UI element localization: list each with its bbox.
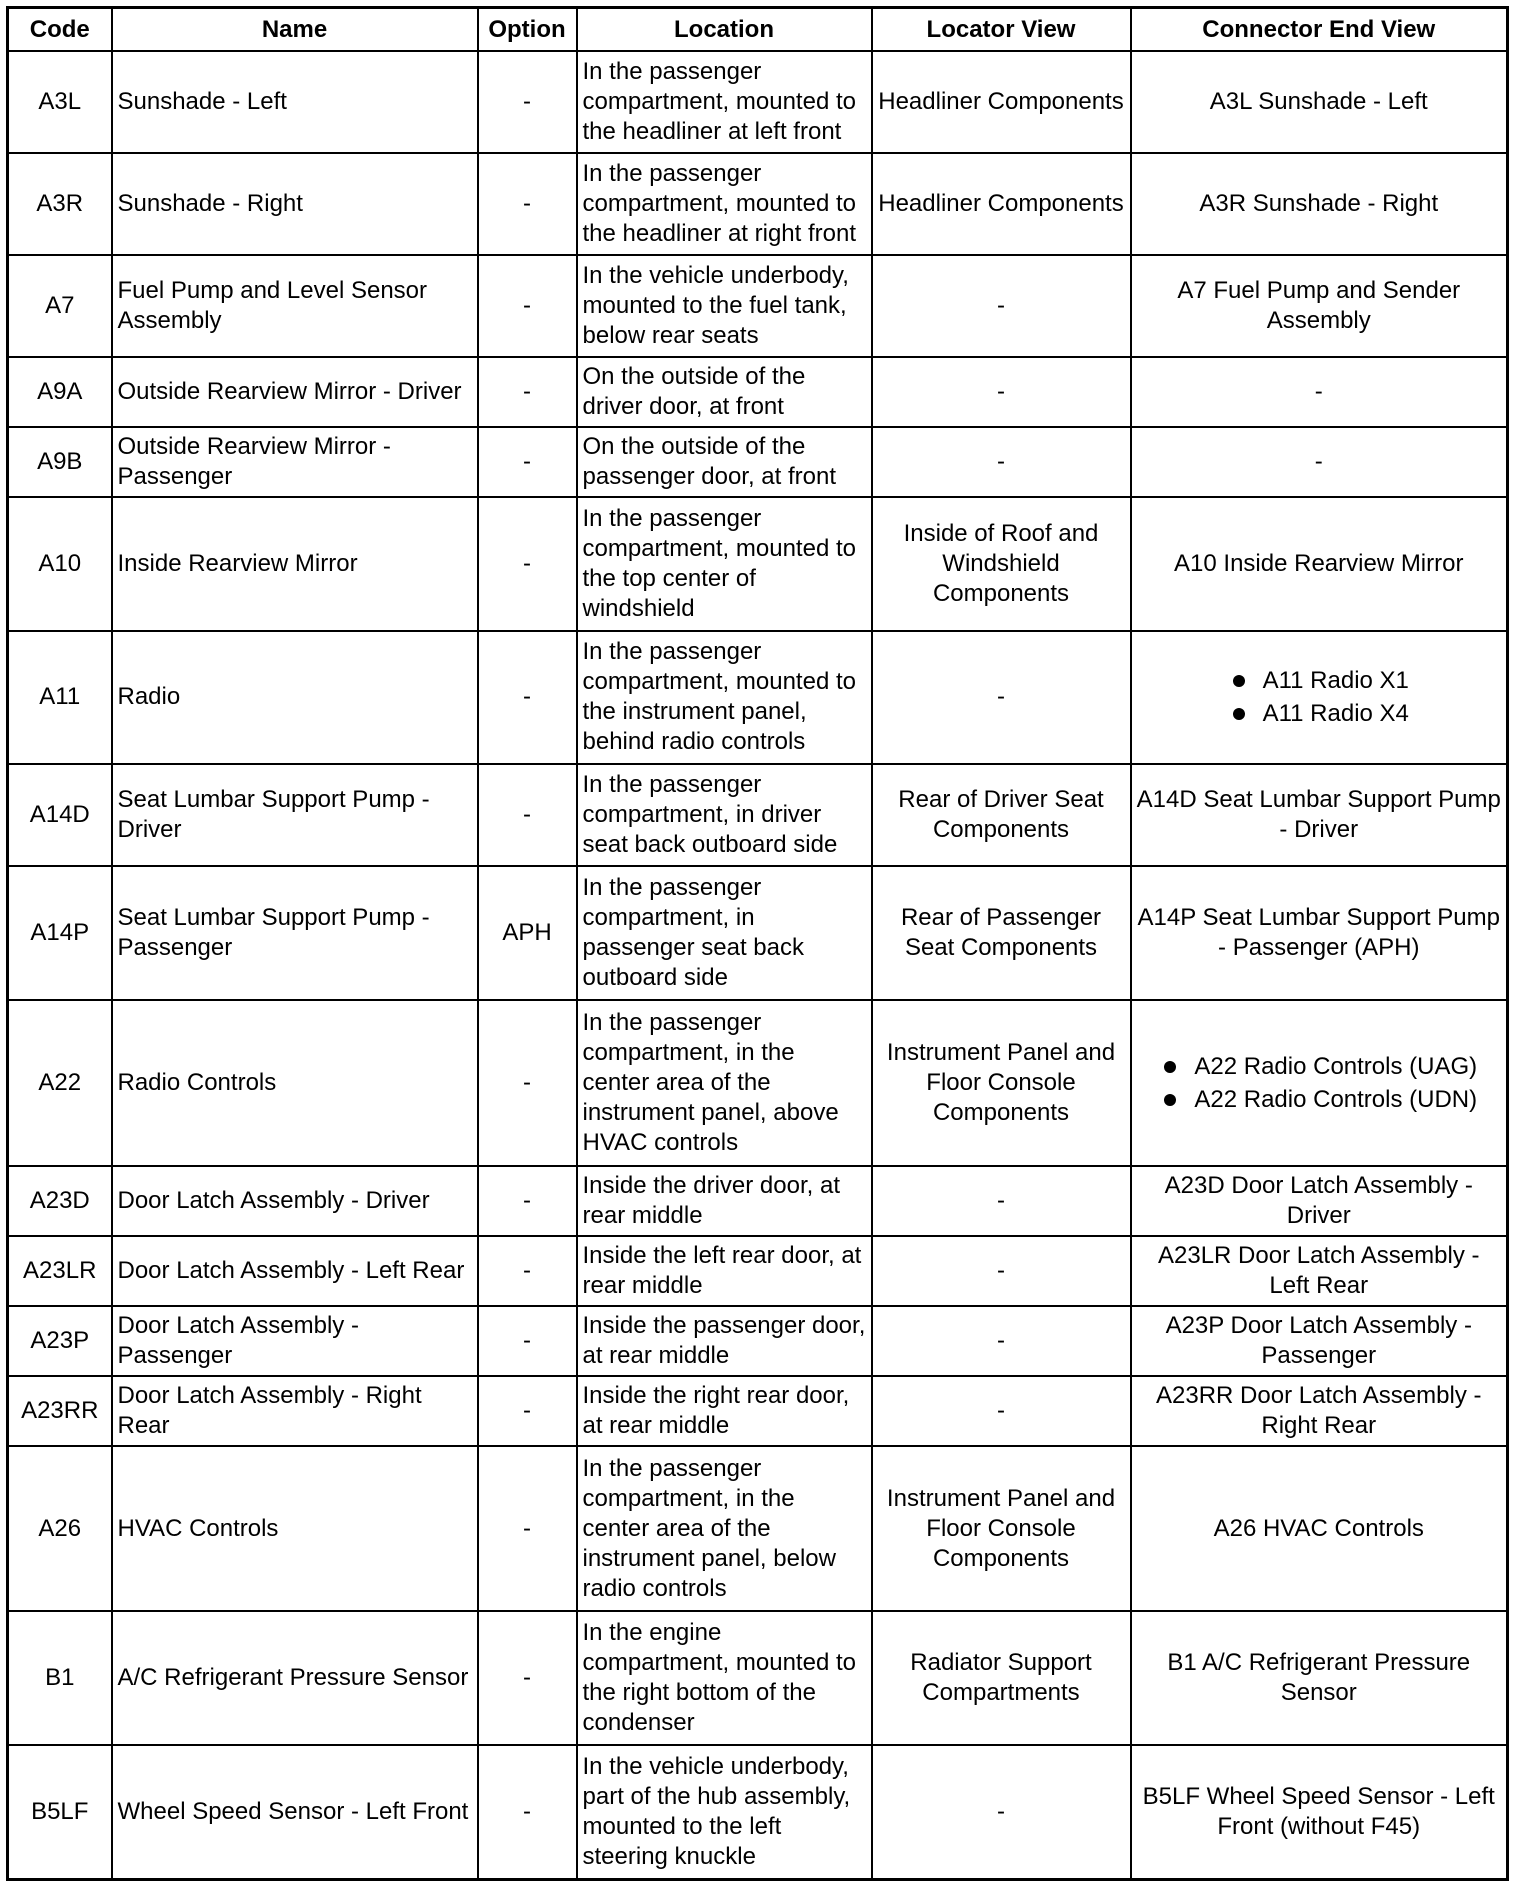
- cell-locator-view: -: [872, 1236, 1131, 1306]
- cell-option: -: [478, 427, 577, 497]
- cell-connector-end-view: [1131, 427, 1508, 497]
- cell-option: -: [478, 1166, 577, 1236]
- cell-location: Inside the driver door, at rear middle: [577, 1166, 872, 1236]
- table-row: [8, 1446, 1508, 1612]
- cell-location: In the passenger compartment, mounted to the headliner at right front: [577, 153, 872, 255]
- cell-name: Sunshade - Left: [112, 51, 478, 153]
- cell-name: Door Latch Assembly - Driver: [112, 1166, 478, 1236]
- cell-locator-view: Inside of Roof and Windshield Components: [872, 497, 1131, 631]
- cell-location: In the passenger compartment, in the center area of the instrument panel, below radio controls: [577, 1446, 872, 1612]
- table-row: [8, 1306, 1508, 1376]
- table-row: [8, 357, 1508, 427]
- cell-location: In the vehicle underbody, part of the hub assembly, mounted to the left steering knuckle: [577, 1745, 872, 1879]
- cell-code: A14P: [8, 866, 112, 1000]
- cell-name: Radio Controls: [112, 1000, 478, 1166]
- cell-connector-end-view: [1131, 631, 1508, 765]
- cell-locator-view: -: [872, 1306, 1131, 1376]
- cell-option: -: [478, 1446, 577, 1612]
- cell-name: Radio: [112, 631, 478, 765]
- cell-option: -: [478, 1000, 577, 1166]
- cell-code: A9B: [8, 427, 112, 497]
- table-row: [8, 497, 1508, 631]
- connector-bullet-item: A11 Radio X4: [1229, 697, 1409, 730]
- connector-label: B5LF Wheel Speed Sensor - Left Front (without F45): [1142, 1783, 1495, 1841]
- table-body: [8, 51, 1508, 1880]
- cell-location: In the passenger compartment, mounted to the top center of windshield: [577, 497, 872, 631]
- header-name: Name: [112, 8, 478, 52]
- table-row: [8, 631, 1508, 765]
- cell-locator-view: -: [872, 427, 1131, 497]
- cell-code: A26: [8, 1446, 112, 1612]
- cell-connector-end-view: [1131, 866, 1508, 1000]
- component-locator-table: [6, 6, 1509, 1881]
- table-row: [8, 255, 1508, 357]
- cell-location: In the passenger compartment, in the center area of the instrument panel, above HVAC controls: [577, 1000, 872, 1166]
- connector-label: -: [1314, 447, 1323, 475]
- connector-label: -: [1314, 377, 1323, 405]
- cell-code: A3L: [8, 51, 112, 153]
- connector-bullet-item: A11 Radio X1: [1229, 664, 1409, 697]
- cell-locator-view: Rear of Passenger Seat Components: [872, 866, 1131, 1000]
- cell-option: -: [478, 255, 577, 357]
- cell-code: A14D: [8, 764, 112, 866]
- cell-option: -: [478, 1611, 577, 1745]
- cell-option: APH: [478, 866, 577, 1000]
- cell-code: B1: [8, 1611, 112, 1745]
- cell-name: Fuel Pump and Level Sensor Assembly: [112, 255, 478, 357]
- connector-bullet-item: A22 Radio Controls (UAG): [1160, 1050, 1477, 1083]
- connector-bullet-list: [1229, 664, 1409, 730]
- cell-code: A10: [8, 497, 112, 631]
- cell-code: A9A: [8, 357, 112, 427]
- connector-label: A23RR Door Latch Assembly - Right Rear: [1156, 1381, 1482, 1439]
- connector-label: A3L Sunshade - Left: [1209, 87, 1428, 115]
- table-row: [8, 1166, 1508, 1236]
- cell-code: A23P: [8, 1306, 112, 1376]
- connector-label: A3R Sunshade - Right: [1199, 189, 1439, 217]
- table-row: [8, 427, 1508, 497]
- cell-option: -: [478, 153, 577, 255]
- table-row: [8, 1745, 1508, 1879]
- cell-location: On the outside of the passenger door, at front: [577, 427, 872, 497]
- cell-option: -: [478, 357, 577, 427]
- connector-label: A7 Fuel Pump and Sender Assembly: [1177, 276, 1461, 334]
- cell-name: Wheel Speed Sensor - Left Front: [112, 1745, 478, 1879]
- connector-bullet-item: A22 Radio Controls (UDN): [1160, 1083, 1477, 1116]
- cell-name: Seat Lumbar Support Pump - Passenger: [112, 866, 478, 1000]
- cell-code: A23D: [8, 1166, 112, 1236]
- cell-name: Outside Rearview Mirror - Passenger: [112, 427, 478, 497]
- cell-connector-end-view: [1131, 51, 1508, 153]
- cell-connector-end-view: [1131, 1446, 1508, 1612]
- table-row: [8, 1000, 1508, 1166]
- header-row: [8, 8, 1508, 52]
- cell-connector-end-view: [1131, 1306, 1508, 1376]
- connector-label: A23P Door Latch Assembly - Passenger: [1165, 1311, 1472, 1369]
- cell-option: -: [478, 1236, 577, 1306]
- connector-label: A23LR Door Latch Assembly - Left Rear: [1158, 1241, 1480, 1299]
- header-locator-view: Locator View: [872, 8, 1131, 52]
- cell-name: Outside Rearview Mirror - Driver: [112, 357, 478, 427]
- cell-name: Door Latch Assembly - Left Rear: [112, 1236, 478, 1306]
- cell-locator-view: -: [872, 255, 1131, 357]
- cell-option: -: [478, 1745, 577, 1879]
- cell-connector-end-view: [1131, 255, 1508, 357]
- cell-connector-end-view: [1131, 1000, 1508, 1166]
- cell-option: -: [478, 631, 577, 765]
- cell-locator-view: Instrument Panel and Floor Console Components: [872, 1000, 1131, 1166]
- cell-connector-end-view: [1131, 1611, 1508, 1745]
- cell-location: In the passenger compartment, in driver seat back outboard side: [577, 764, 872, 866]
- cell-name: Door Latch Assembly - Passenger: [112, 1306, 478, 1376]
- connector-bullet-list: [1160, 1050, 1477, 1116]
- header-location: Location: [577, 8, 872, 52]
- cell-code: A3R: [8, 153, 112, 255]
- cell-code: A7: [8, 255, 112, 357]
- cell-locator-view: Headliner Components: [872, 51, 1131, 153]
- cell-code: B5LF: [8, 1745, 112, 1879]
- table-row: [8, 153, 1508, 255]
- cell-code: A22: [8, 1000, 112, 1166]
- table-row: [8, 1376, 1508, 1446]
- cell-location: In the passenger compartment, mounted to the headliner at left front: [577, 51, 872, 153]
- cell-connector-end-view: [1131, 1166, 1508, 1236]
- table-row: [8, 764, 1508, 866]
- cell-location: Inside the passenger door, at rear middle: [577, 1306, 872, 1376]
- cell-option: -: [478, 497, 577, 631]
- cell-name: Door Latch Assembly - Right Rear: [112, 1376, 478, 1446]
- connector-label: A10 Inside Rearview Mirror: [1174, 549, 1464, 577]
- cell-locator-view: -: [872, 357, 1131, 427]
- cell-option: -: [478, 764, 577, 866]
- cell-location: On the outside of the driver door, at front: [577, 357, 872, 427]
- cell-location: In the engine compartment, mounted to the right bottom of the condenser: [577, 1611, 872, 1745]
- cell-name: A/C Refrigerant Pressure Sensor: [112, 1611, 478, 1745]
- table-row: [8, 1236, 1508, 1306]
- table-row: [8, 866, 1508, 1000]
- cell-code: A11: [8, 631, 112, 765]
- header-connector-end-view: Connector End View: [1131, 8, 1508, 52]
- header-option: Option: [478, 8, 577, 52]
- cell-locator-view: Headliner Components: [872, 153, 1131, 255]
- cell-locator-view: Radiator Support Compartments: [872, 1611, 1131, 1745]
- cell-connector-end-view: [1131, 497, 1508, 631]
- table-header: [8, 8, 1508, 52]
- cell-locator-view: -: [872, 1166, 1131, 1236]
- cell-name: HVAC Controls: [112, 1446, 478, 1612]
- cell-connector-end-view: [1131, 153, 1508, 255]
- connector-label: A26 HVAC Controls: [1213, 1514, 1424, 1542]
- cell-option: -: [478, 51, 577, 153]
- cell-connector-end-view: [1131, 1376, 1508, 1446]
- cell-option: -: [478, 1306, 577, 1376]
- cell-name: Seat Lumbar Support Pump - Driver: [112, 764, 478, 866]
- cell-location: In the vehicle underbody, mounted to the fuel tank, below rear seats: [577, 255, 872, 357]
- header-code: Code: [8, 8, 112, 52]
- cell-locator-view: Instrument Panel and Floor Console Components: [872, 1446, 1131, 1612]
- cell-locator-view: -: [872, 631, 1131, 765]
- cell-locator-view: Rear of Driver Seat Components: [872, 764, 1131, 866]
- table-row: [8, 51, 1508, 153]
- cell-name: Inside Rearview Mirror: [112, 497, 478, 631]
- cell-code: A23LR: [8, 1236, 112, 1306]
- cell-location: In the passenger compartment, mounted to the instrument panel, behind radio controls: [577, 631, 872, 765]
- cell-connector-end-view: [1131, 1745, 1508, 1879]
- cell-connector-end-view: [1131, 357, 1508, 427]
- cell-locator-view: -: [872, 1376, 1131, 1446]
- cell-connector-end-view: [1131, 764, 1508, 866]
- connector-label: B1 A/C Refrigerant Pressure Sensor: [1167, 1649, 1471, 1707]
- cell-location: In the passenger compartment, in passenger seat back outboard side: [577, 866, 872, 1000]
- cell-location: Inside the left rear door, at rear middle: [577, 1236, 872, 1306]
- cell-option: -: [478, 1376, 577, 1446]
- connector-label: A14D Seat Lumbar Support Pump - Driver: [1136, 786, 1501, 844]
- cell-location: Inside the right rear door, at rear middle: [577, 1376, 872, 1446]
- cell-name: Sunshade - Right: [112, 153, 478, 255]
- cell-code: A23RR: [8, 1376, 112, 1446]
- connector-label: A14P Seat Lumbar Support Pump - Passenger (APH): [1137, 904, 1500, 962]
- cell-locator-view: -: [872, 1745, 1131, 1879]
- table-row: [8, 1611, 1508, 1745]
- cell-connector-end-view: [1131, 1236, 1508, 1306]
- connector-label: A23D Door Latch Assembly - Driver: [1164, 1171, 1473, 1229]
